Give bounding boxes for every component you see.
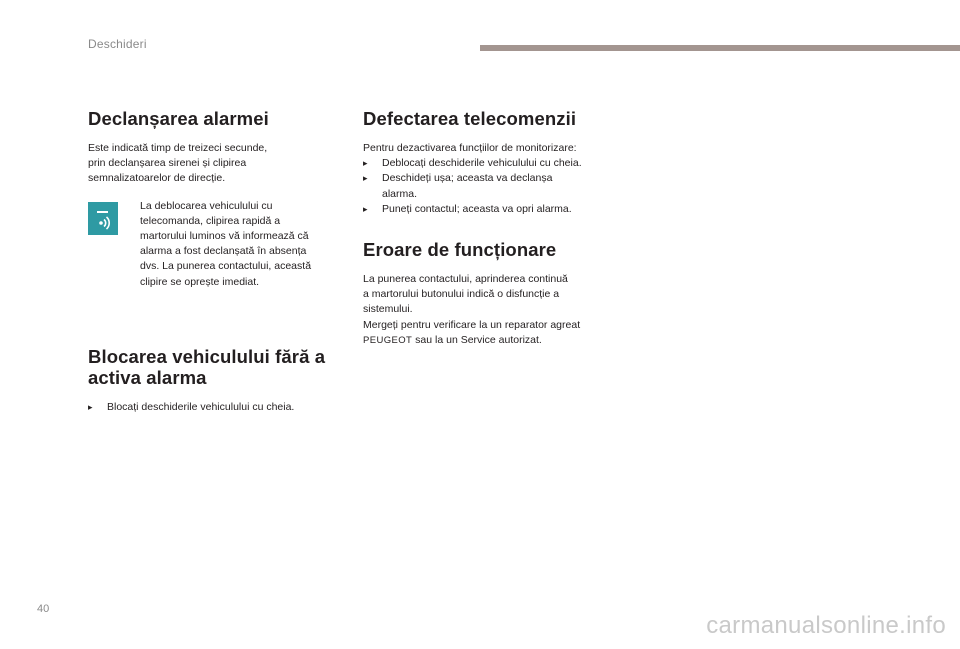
heading-remote-failure: Defectarea telecomenzii — [363, 108, 577, 129]
section-title: Deschideri — [88, 37, 147, 51]
heading-alarm-trigger: Declanșarea alarmei — [88, 108, 269, 129]
heading-lock-without-alarm: Blocarea vehiculului fără a activa alarma — [88, 345, 326, 388]
alarm-remote-icon — [88, 202, 118, 235]
alarm-trigger-paragraph: Este indicată timp de treizeci secunde, prin declanșarea sirenei și clipirea semnalizatoarelor de direcție. — [88, 142, 268, 185]
right-column — [363, 108, 623, 348]
lock-without-alarm-list — [88, 400, 348, 415]
remote-failure-list — [363, 156, 623, 217]
watermark: carmanualsonline.info — [706, 612, 946, 639]
list-item: ▸ Deblocați deschiderile vehiculului cu cheia. — [363, 156, 623, 171]
list-item: ▸ Puneți contactul; aceasta va opri alarma. — [363, 202, 623, 217]
heading-malfunction: Eroare de funcționare — [363, 239, 557, 261]
alarm-note-text: La deblocarea vehiculului cu telecomanda, clipirea rapidă a martorului luminos vă informează că alarma a fost declanșată în absența dvs. La punerea contactului, această clipire se oprește imediat. — [140, 199, 312, 288]
header-bar — [480, 45, 960, 51]
list-item: ▸ Deschideți ușa; aceasta va declanșa alarma. — [363, 171, 623, 201]
brand-name: PEUGEOT — [363, 334, 413, 346]
page-number: 40 — [37, 603, 50, 615]
list-item: ▸ Blocați deschiderile vehiculului cu cheia. — [88, 400, 348, 415]
malfunction-paragraph: La punerea contactului, aprinderea continuă a martorului butonului indică o disfuncție a sistemului. Mergeți pentru verificare la un reparator agreat PEUGEOT sau la un Service autorizat. — [363, 273, 581, 346]
alarm-note — [88, 199, 348, 290]
left-column — [88, 108, 348, 415]
remote-failure-intro: Pentru dezactivarea funcțiilor de monitorizare: — [363, 142, 577, 154]
